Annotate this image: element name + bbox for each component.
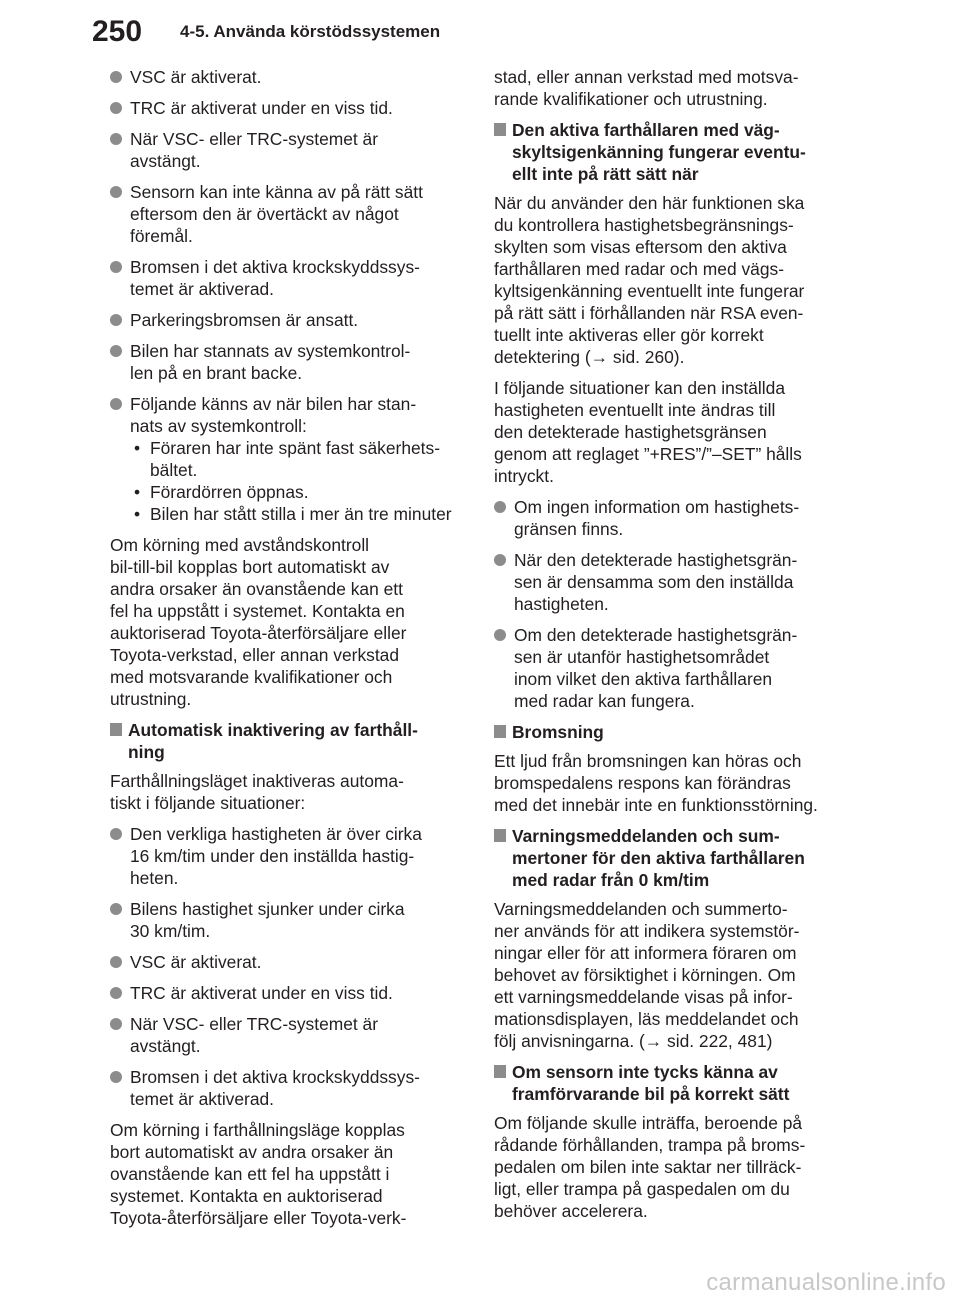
text-line: gränsen finns. — [514, 519, 624, 539]
bullet-item — [110, 128, 470, 172]
text-line: Farthållningsläget inaktiveras automa- — [110, 771, 404, 791]
text-line: ett varningsmeddelande visas på infor- — [494, 987, 793, 1007]
text-line: Ett ljud från bromsningen kan höras och — [494, 751, 802, 771]
text-line: föremål. — [130, 226, 193, 246]
text-line: med motsvarande kvalifikationer och — [110, 667, 393, 687]
section-heading — [494, 721, 854, 743]
text-line: fel ha uppstått i systemet. Kontakta en — [110, 601, 405, 621]
text-line: 30 km/tim. — [130, 921, 211, 941]
text-line: Varningsmeddelanden och summerto- — [494, 899, 788, 919]
text-line: VSC är aktiverat. — [130, 67, 262, 87]
text-line: du kontrollera hastighetsbegränsnings- — [494, 215, 794, 235]
text-line: eftersom den är övertäckt av något — [130, 204, 399, 224]
bullet-item — [110, 66, 470, 88]
section-title: 4-5. Använda körstödssystemen — [180, 22, 441, 41]
bullet-item — [494, 624, 854, 712]
text-line: ellt inte på rätt sätt när — [512, 164, 699, 184]
text-line: temet är aktiverad. — [130, 279, 275, 299]
bullet-item — [494, 549, 854, 615]
text-line: Sensorn kan inte känna av på rätt sätt — [130, 182, 423, 202]
text-line: Om sensorn inte tycks känna av — [512, 1062, 778, 1082]
bullet-item — [110, 256, 470, 300]
text-line: Toyota-återförsäljare eller Toyota-verk- — [110, 1208, 407, 1228]
text-line: Automatisk inaktivering av farthåll- — [128, 720, 418, 740]
text-line: rande kvalifikationer och utrustning. — [494, 89, 768, 109]
text-line: Om körning i farthållningsläge kopplas — [110, 1120, 405, 1140]
paragraph — [494, 1112, 854, 1222]
text-line: tiskt i följande situationer: — [110, 793, 306, 813]
text-line: avstängt. — [130, 151, 201, 171]
text-line: I följande situationer kan den inställda — [494, 378, 786, 398]
paragraph — [110, 534, 470, 710]
paragraph — [494, 192, 854, 368]
text-line: genom att reglaget ”+RES”/”–SET” hålls — [494, 444, 802, 464]
paragraph — [494, 66, 854, 110]
text-line: stad, eller annan verkstad med motsva- — [494, 67, 799, 87]
text-line: ligt, eller trampa på gaspedalen om du — [494, 1179, 790, 1199]
text-line: ningar eller för att informera föraren om — [494, 943, 797, 963]
text-line: VSC är aktiverat. — [130, 952, 262, 972]
text-line: andra orsaker än ovanstående kan ett — [110, 579, 403, 599]
text-line: Bromsen i det aktiva krockskyddssys- — [130, 1067, 420, 1087]
text-line: Parkeringsbromsen är ansatt. — [130, 310, 359, 330]
text-line: heten. — [130, 868, 179, 888]
watermark: carmanualsonline.info — [706, 1269, 946, 1296]
text-line: behovet av försiktighet i körningen. Om — [494, 965, 796, 985]
text-line: på rätt sätt i förhållanden när RSA even- — [494, 303, 804, 323]
text-line: tuellt inte aktiveras eller gör korrekt — [494, 325, 764, 345]
text-line: auktoriserad Toyota-återförsäljare eller — [110, 623, 407, 643]
text-line: • Bilen har stått stilla i mer än tre minuter — [150, 504, 452, 524]
text-line: Varningsmeddelanden och sum- — [512, 826, 780, 846]
text-line: bältet. — [150, 460, 198, 480]
text-line: Om ingen information om hastighets- — [514, 497, 800, 517]
text-line: sen är densamma som den inställda — [514, 572, 794, 592]
page-number: 250 — [91, 15, 143, 48]
text-line: den detekterade hastighetsgränsen — [494, 422, 767, 442]
left-column — [110, 66, 470, 1238]
bullet-item — [110, 181, 470, 247]
bullet-item — [494, 496, 854, 540]
paragraph — [110, 1119, 470, 1229]
text-line: Den aktiva farthållaren med väg- — [512, 120, 780, 140]
bullet-item — [110, 823, 470, 889]
sub-bullet-item — [130, 481, 470, 503]
text-line: Bilens hastighet sjunker under cirka — [130, 899, 405, 919]
paragraph — [494, 750, 854, 816]
text-line: När den detekterade hastighetsgrän- — [514, 550, 798, 570]
section-heading — [494, 825, 854, 891]
text-line: Bromsning — [512, 722, 604, 742]
bullet-item — [110, 393, 470, 525]
bullet-item — [110, 97, 470, 119]
text-line: bort automatiskt av andra orsaker än — [110, 1142, 394, 1162]
bullet-item — [110, 982, 470, 1004]
text-line: ning — [128, 742, 165, 762]
text-line: med radar kan fungera. — [514, 691, 695, 711]
text-line: • Förardörren öppnas. — [150, 482, 309, 502]
sub-bullet-item — [130, 437, 470, 481]
text-line: framförvarande bil på korrekt sätt — [512, 1084, 790, 1104]
text-line: Om följande skulle inträffa, beroende på — [494, 1113, 803, 1133]
section-heading — [494, 119, 854, 185]
text-line: ovanstående kan ett fel ha uppstått i — [110, 1164, 390, 1184]
text-line: När VSC- eller TRC-systemet är — [130, 1014, 379, 1034]
bullet-item — [110, 898, 470, 942]
text-line: temet är aktiverad. — [130, 1089, 275, 1109]
text-line: Bromsen i det aktiva krockskyddssys- — [130, 257, 420, 277]
text-line: följ anvisningarna. (→ sid. 222, 481) — [494, 1031, 773, 1051]
text-line: detektering (→ sid. 260). — [494, 347, 685, 367]
section-heading — [494, 1061, 854, 1105]
bullet-item — [110, 1013, 470, 1057]
text-line: skylten som visas eftersom den aktiva — [494, 237, 787, 257]
text-line: Toyota-verkstad, eller annan verkstad — [110, 645, 400, 665]
text-line: len på en brant backe. — [130, 363, 303, 383]
text-line: behöver accelerera. — [494, 1201, 648, 1221]
bullet-item — [110, 340, 470, 384]
text-line: hastigheten eventuellt inte ändras till — [494, 400, 776, 420]
text-line: TRC är aktiverat under en viss tid. — [130, 98, 393, 118]
text-line: med det innebär inte en funktionsstörning. — [494, 795, 818, 815]
text-line: skyltsigenkänning fungerar eventu- — [512, 142, 806, 162]
text-line: sen är utanför hastighetsområdet — [514, 647, 770, 667]
bullet-item — [110, 309, 470, 331]
text-line: inom vilket den aktiva farthållaren — [514, 669, 773, 689]
text-line: nats av systemkontroll: — [130, 416, 307, 436]
paragraph — [494, 898, 854, 1052]
bullet-item — [110, 1066, 470, 1110]
text-line: mationsdisplayen, läs meddelandet och — [494, 1009, 799, 1029]
text-line: intryckt. — [494, 466, 554, 486]
right-column — [494, 66, 854, 1231]
section-heading — [110, 719, 470, 763]
text-line: Följande känns av när bilen har stan- — [130, 394, 417, 414]
text-line: TRC är aktiverat under en viss tid. — [130, 983, 393, 1003]
text-line: systemet. Kontakta en auktoriserad — [110, 1186, 383, 1206]
paragraph — [110, 770, 470, 814]
paragraph — [494, 377, 854, 487]
text-line: bil-till-bil kopplas bort automatiskt av — [110, 557, 390, 577]
text-line: avstängt. — [130, 1036, 201, 1056]
text-line: När du använder den här funktionen ska — [494, 193, 805, 213]
text-line: Om körning med avståndskontroll — [110, 535, 370, 555]
text-line: När VSC- eller TRC-systemet är — [130, 129, 379, 149]
text-line: pedalen om bilen inte saktar ner tillräck- — [494, 1157, 802, 1177]
text-line: farthållaren med radar och med vägs- — [494, 259, 784, 279]
text-line: • Föraren har inte spänt fast säkerhets- — [150, 438, 440, 458]
text-line: Den verkliga hastigheten är över cirka — [130, 824, 422, 844]
text-line: rådande förhållanden, trampa på broms- — [494, 1135, 806, 1155]
text-line: kyltsigenkänning eventuellt inte fungerar — [494, 281, 805, 301]
sub-bullet-item — [130, 503, 470, 525]
text-line: mertoner för den aktiva farthållaren — [512, 848, 805, 868]
text-line: med radar från 0 km/tim — [512, 870, 710, 890]
text-line: utrustning. — [110, 689, 192, 709]
text-line: Om den detekterade hastighetsgrän- — [514, 625, 798, 645]
text-line: bromspedalens respons kan förändras — [494, 773, 791, 793]
text-line: ner används för att indikera systemstör- — [494, 921, 800, 941]
text-line: hastigheten. — [514, 594, 609, 614]
bullet-item — [110, 951, 470, 973]
text-line: 16 km/tim under den inställda hastig- — [130, 846, 415, 866]
page-header — [0, 0, 960, 62]
text-line: Bilen har stannats av systemkontrol- — [130, 341, 411, 361]
